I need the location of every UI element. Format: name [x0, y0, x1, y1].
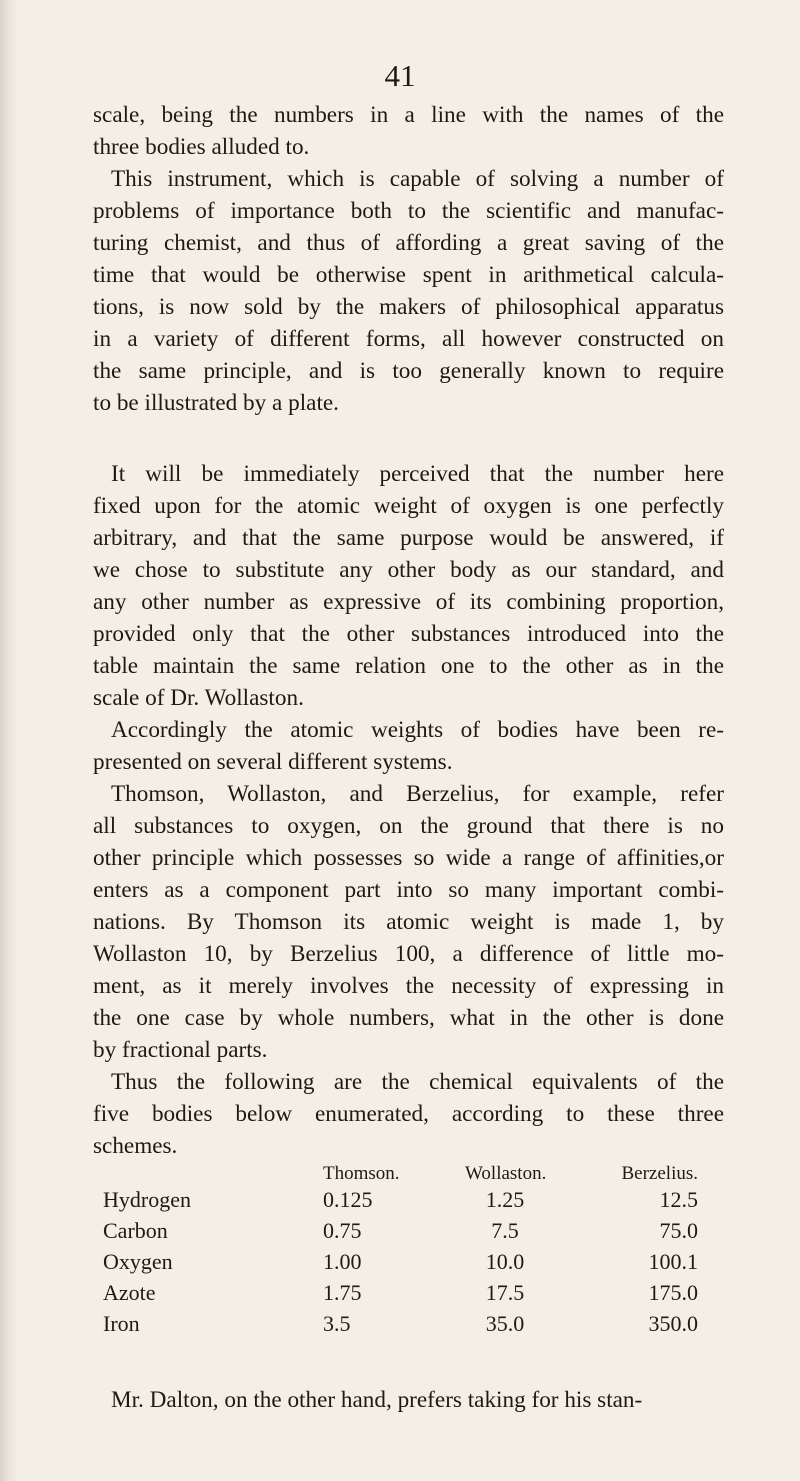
element-name: Iron [103, 1311, 140, 1336]
page-edge-shadow [0, 0, 18, 1481]
text-line: schemes. [93, 1133, 178, 1159]
thomson-value: 1.00 [323, 1249, 362, 1274]
text-line: to be illustrated by a plate. [93, 390, 339, 416]
text-line: nations. By Thomson its atomic weight is made 1, by [93, 909, 724, 935]
continuation-line: Mr. Dalton, on the other hand, prefers taking for his stan- [111, 1387, 643, 1413]
page-number: 41 [384, 58, 416, 93]
text-line: Thomson, Wollaston, and Berzelius, for example, refer [111, 781, 724, 807]
text-line: It will be immediately perceived that the number here [111, 461, 724, 487]
text-line: the same principle, and is too generally known to require [93, 358, 724, 384]
element-name: Oxygen [103, 1249, 173, 1274]
paragraph-scale-note [93, 100, 724, 164]
text-line: table maintain the same relation one to the other as in the [93, 653, 724, 679]
element-name: Azote [103, 1280, 156, 1305]
equivalents-header-row [93, 1159, 724, 1185]
element-name: Hydrogen [103, 1187, 191, 1212]
berzelius-value: 350.0 [648, 1311, 698, 1336]
text-line: scale of Dr. Wollaston. [93, 685, 304, 711]
text-line: five bodies below enumerated, according to these three [93, 1101, 724, 1127]
wollaston-value: 1.25 [485, 1187, 525, 1212]
header-thomson: Thomson. [323, 1163, 400, 1184]
element-name: Carbon [103, 1218, 168, 1243]
table-row [93, 1247, 724, 1278]
text-line: problems of importance both to the scientific and manufac- [93, 198, 724, 224]
table-row [93, 1216, 724, 1247]
text-line: Wollaston 10, by Berzelius 100, a difference of little mo- [93, 941, 724, 967]
text-line: turing chemist, and thus of affording a great saving of the [93, 230, 724, 256]
thomson-value: 1.75 [323, 1280, 362, 1305]
equivalents-table [93, 1159, 724, 1340]
text-line: tions, is now sold by the makers of philosophical apparatus [93, 294, 724, 320]
text-line: the one case by whole numbers, what in the other is done [93, 1005, 724, 1031]
text-line: all substances to oxygen, on the ground that there is no [93, 813, 724, 839]
text-line: scale, being the numbers in a line with the names of the [93, 102, 724, 128]
table-row [93, 1309, 724, 1340]
berzelius-value: 100.1 [648, 1249, 698, 1274]
paragraph-instrument [93, 164, 724, 420]
text-line: enters as a component part into so many important combi- [93, 877, 724, 903]
text-line: Thus the following are the chemical equivalents of the [111, 1069, 724, 1095]
wollaston-value: 10.0 [485, 1249, 525, 1274]
text-line: presented on several different systems. [93, 749, 453, 775]
text-line: fixed upon for the atomic weight of oxygen is one perfectly [93, 493, 724, 519]
table-row [93, 1278, 724, 1309]
thomson-value: 3.5 [323, 1311, 351, 1336]
text-line: time that would be otherwise spent in arithmetical calcula- [93, 262, 724, 288]
berzelius-value: 175.0 [648, 1280, 698, 1305]
text-line: three bodies alluded to. [93, 134, 310, 160]
thomson-value: 0.75 [323, 1218, 362, 1243]
text-line: we chose to substitute any other body as our standard, and [93, 557, 724, 583]
text-line: Accordingly the atomic weights of bodies have been re- [111, 717, 724, 743]
text-line: This instrument, which is capable of solving a number of [111, 166, 724, 192]
wollaston-value: 17.5 [485, 1280, 525, 1305]
paragraph-oxygen-standard [93, 459, 724, 715]
text-line: in a variety of different forms, all however constructed on [93, 326, 724, 352]
text-line: other principle which possesses so wide a range of affinities,or [93, 845, 724, 871]
thomson-value: 0.125 [323, 1187, 373, 1212]
text-line: arbitrary, and that the same purpose would be answered, if [93, 525, 724, 551]
wollaston-value: 7.5 [491, 1218, 519, 1243]
header-berzelius: Berzelius. [621, 1163, 698, 1184]
paragraph-gap [93, 420, 724, 459]
text-line: ment, as it merely involves the necessity of expressing in [93, 973, 724, 999]
berzelius-value: 75.0 [659, 1218, 698, 1243]
wollaston-value: 35.0 [485, 1311, 525, 1336]
body-text [93, 100, 724, 1163]
text-line: any other number as expressive of its combining proportion, [93, 589, 724, 615]
text-line: by fractional parts. [93, 1037, 268, 1063]
paragraph-systems [93, 715, 724, 779]
text-line: provided only that the other substances introduced into the [93, 621, 724, 647]
header-wollaston: Wollaston. [465, 1163, 547, 1184]
berzelius-value: 12.5 [659, 1187, 698, 1212]
table-row [93, 1185, 724, 1216]
paragraph-equivalents-intro [93, 1067, 724, 1163]
paragraph-weight-scales [93, 779, 724, 1067]
